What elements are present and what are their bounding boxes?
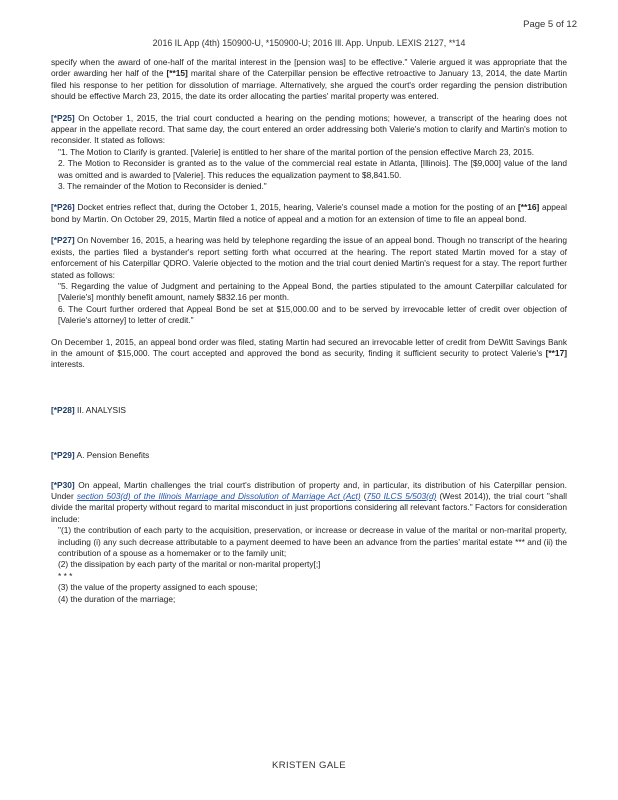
text-run: On December 1, 2015, an appeal bond order was filed, stating Martin had secured an irrevocable letter of credit from DeWitt Savings Bank in the amount of $15,000. The court accepted and approved the bond as security, finding it sufficient security to protect Valerie's <box>51 336 567 358</box>
quote-line: * * * <box>58 570 73 581</box>
case-citation-header: 2016 IL App (4th) 150900-U, *150900-U; 2016 Ill. App. Unpub. LEXIS 2127, **14 <box>152 38 466 48</box>
text-run: On October 1, 2015, the trial court conducted a hearing on the pending motions; however, a transcript of the hearing does not appear in the appellate record. That same day, the court entered an order addressing both Valerie's motion to clarify and Martin's motion to reconsider. It stated as follows: <box>51 112 567 146</box>
quote-line: 6. The Court further ordered that Appeal Bond be set at $15,000.00 and to be served by irrevocable letter of credit over objection of [Valerie's attorney] to letter of credit." <box>58 303 567 326</box>
footer-name: KRISTEN GALE <box>272 760 346 771</box>
paragraph-marker: [*P29] <box>51 450 75 461</box>
text-run: interests. <box>51 359 85 370</box>
document-body <box>51 57 567 605</box>
quote-line: "(1) the contribution of each party to the acquisition, preservation, or increase or decrease in value of the marital or non-marital property, including (i) any such decrease attributable to a payment deemed to have been an advance from the parties' marital estate *** and (ii) the contribution of a spouse as a homemaker or to the family unit; <box>58 525 567 558</box>
page-number: Page 5 of 12 <box>523 19 577 30</box>
text-run: (West 2014)), the trial court "shall divide the marital property without regard to marital misconduct in just proportions considering all relevant factors." Factors for consideration include: <box>51 490 567 524</box>
quote-line: "5. Regarding the value of Judgment and pertaining to the Appeal Bond, the parties stipulated to the amount Caterpillar calculated for [Valerie's] monthly benefit amount, namely $832.16 per month. <box>58 280 567 303</box>
statute-link[interactable]: section 503(d) of the Illinois Marriage and Dissolution of Marriage Act (Act) <box>76 490 361 501</box>
paragraph-december <box>51 337 567 371</box>
paragraph-marker: [*P27] <box>51 235 75 246</box>
block-quote <box>58 525 567 605</box>
paragraph-marker: [*P30] <box>51 479 75 490</box>
text-run: appeal bond by Martin. On October 29, 2015, Martin filed a notice of appeal and a motion for an extension of time to file an appeal bond. <box>51 202 568 224</box>
block-quote <box>58 281 567 327</box>
heading-pension-benefits <box>51 450 567 461</box>
text-run: marital share of the Caterpillar pension be effective retroactive to January 13, 2014, the date Martin filed his response to her petition for dissolution of marriage. Alternatively, she argued the court's order regarding the pension distribution should be effective March 23, 2015, the date its order allocating the parties' marital property was entered. <box>51 68 567 102</box>
paragraph-p25 <box>51 113 567 193</box>
text-run: On November 16, 2015, a hearing was held by telephone regarding the issue of an appeal bond. Though no transcript of the hearing exists, the parties filed a bystander's report setting forth what occurred at the hearing. The report stated Martin moved for a stay of enforcement of his Caterpillar QDRO. Valerie objected to the motion and the trial court denied Martin's request for a stay. The report further stated as follows: <box>51 235 567 280</box>
heading-analysis <box>51 405 567 416</box>
quote-line: (4) the duration of the marriage; <box>58 593 176 604</box>
paragraph-continuation <box>51 57 567 103</box>
text-run: Docket entries reflect that, during the October 1, 2015, hearing, Valerie's counsel made a motion for the posting of an <box>74 202 518 213</box>
page-marker: [**17] <box>545 347 567 358</box>
page-marker: [**16] <box>517 202 540 213</box>
paragraph-p30 <box>51 480 567 605</box>
section-heading: A. Pension Benefits <box>74 450 150 461</box>
quote-line: 2. The Motion to Reconsider is granted as to the value of the commercial real estate in Atlanta, [Illinois]. The [$9,000] value of the land was omitted and is awarded to [Valerie]. This reduces the equalization payment to $8,841.50. <box>58 158 567 180</box>
paragraph-marker: [*P25] <box>51 112 75 123</box>
statute-citation-link[interactable]: 750 ILCS 5/503(d) <box>366 490 437 501</box>
block-quote <box>58 147 567 193</box>
paragraph-marker: [*P26] <box>51 202 75 213</box>
text-run: On appeal, Martin challenges the trial court's distribution of property and, in particular, its distribution of his Caterpillar pension. Under <box>51 479 567 501</box>
quote-line: (2) the dissipation by each party of the marital or non-marital property[;] <box>58 559 321 570</box>
text-run: ( <box>360 490 367 501</box>
quote-line: (3) the value of the property assigned to each spouse; <box>58 582 258 593</box>
section-heading: II. ANALYSIS <box>74 404 126 415</box>
paragraph-marker: [*P28] <box>51 404 75 415</box>
quote-line: 3. The remainder of the Motion to Reconsider is denied." <box>58 181 267 192</box>
paragraph-p27 <box>51 235 567 326</box>
quote-line: "1. The Motion to Clarify is granted. [Valerie] is entitled to her share of the marital portion of the pension effective March 23, 2015. <box>58 146 535 157</box>
page-marker: [**15] <box>166 68 188 79</box>
text-run: specify when the award of one-half of the marital interest in the [pension was] to be effective." Valerie argued it was appropriate that the order awarding her half of the <box>51 57 567 79</box>
paragraph-p26 <box>51 202 567 225</box>
